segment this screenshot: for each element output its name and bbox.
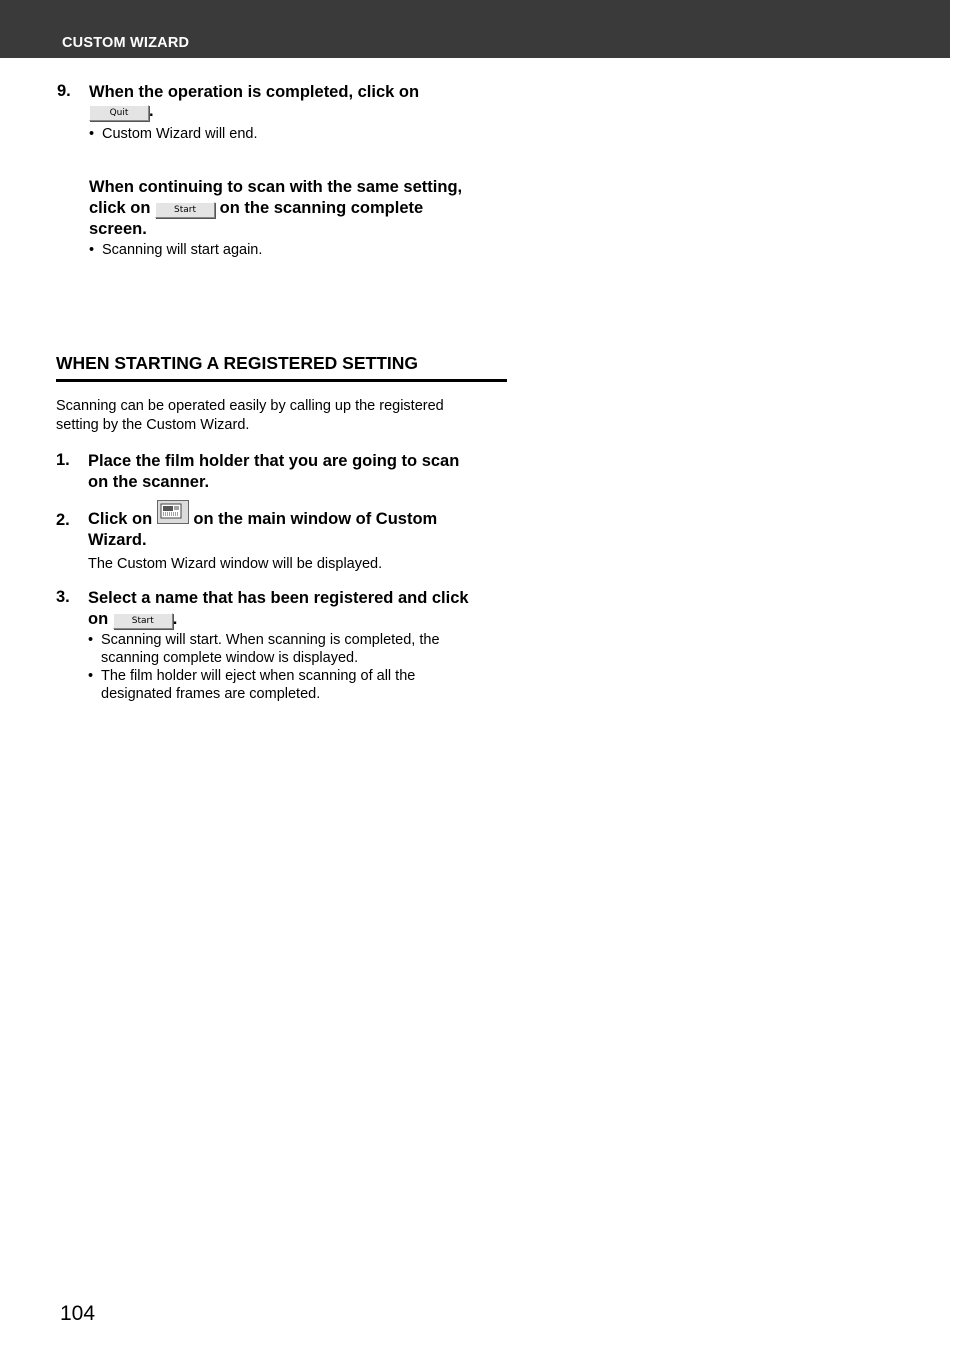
step-3-bullet-2 bbox=[88, 668, 501, 703]
step-1-line2: on the scanner. bbox=[88, 473, 210, 491]
step-2-text bbox=[88, 500, 508, 551]
step-1-number: 1. bbox=[56, 451, 70, 469]
continue-note-line1: When continuing to scan with the same setting, bbox=[89, 178, 463, 196]
start-button-continue[interactable]: Start bbox=[155, 202, 215, 218]
step-3-number: 3. bbox=[56, 588, 70, 606]
continue-note bbox=[89, 177, 519, 240]
step-3-bullet-2-line1: The film holder will eject when scanning of all the bbox=[101, 668, 416, 684]
step-2-line2: Wizard. bbox=[88, 531, 147, 549]
step-3-line1: Select a name that has been registered and click bbox=[88, 589, 469, 607]
bullet-dot: • bbox=[88, 632, 94, 648]
start-button[interactable]: Start bbox=[113, 613, 173, 629]
step-2-click-on: Click on bbox=[88, 510, 153, 528]
step-2-number: 2. bbox=[56, 511, 70, 529]
section-intro-line2: setting by the Custom Wizard. bbox=[56, 417, 250, 433]
step-1-line1: Place the film holder that you are going to scan bbox=[88, 452, 460, 470]
header-title: CUSTOM WIZARD bbox=[62, 35, 190, 51]
bullet-dot: • bbox=[89, 242, 95, 258]
continue-note-bullet-text: Scanning will start again. bbox=[102, 242, 263, 258]
step-3-text bbox=[88, 588, 508, 630]
step-3-bullet-1 bbox=[88, 632, 501, 667]
bullet-dot: • bbox=[88, 668, 94, 684]
step-2-note: The Custom Wizard window will be displayed. bbox=[88, 556, 383, 572]
page-number: 104 bbox=[60, 1302, 96, 1325]
section-intro bbox=[56, 397, 506, 435]
continue-note-bullet bbox=[89, 242, 502, 260]
step-3-period: . bbox=[172, 610, 178, 628]
step-9-period: . bbox=[149, 102, 154, 120]
step-9-line1: When the operation is completed, click on bbox=[89, 83, 420, 101]
custom-wizard-icon[interactable] bbox=[157, 500, 189, 524]
continue-note-click-on: click on bbox=[89, 199, 151, 217]
step-3-on: on bbox=[88, 610, 109, 628]
page-header bbox=[0, 0, 950, 58]
step-3-bullet-2-line2: designated frames are completed. bbox=[101, 685, 321, 702]
step-9-number: 9. bbox=[57, 82, 71, 100]
section-title: WHEN STARTING A REGISTERED SETTING bbox=[56, 353, 507, 382]
step-9-text bbox=[89, 82, 509, 122]
step-9-bullet bbox=[89, 126, 502, 144]
bullet-dot: • bbox=[89, 126, 95, 142]
step-3-bullet-1-line1: Scanning will start. When scanning is completed, the bbox=[101, 632, 440, 648]
step-3-bullet-1-line2: scanning complete window is displayed. bbox=[101, 649, 359, 666]
step-9-bullet-text: Custom Wizard will end. bbox=[102, 126, 258, 142]
section-intro-line1: Scanning can be operated easily by calling up the registered bbox=[56, 398, 444, 414]
continue-note-line2-rest: on the scanning complete bbox=[219, 199, 424, 217]
quit-button[interactable]: Quit bbox=[89, 105, 149, 121]
step-1-text bbox=[88, 451, 508, 493]
continue-note-line3: screen. bbox=[89, 220, 147, 238]
step-2-line1-rest: on the main window of Custom bbox=[193, 510, 438, 528]
